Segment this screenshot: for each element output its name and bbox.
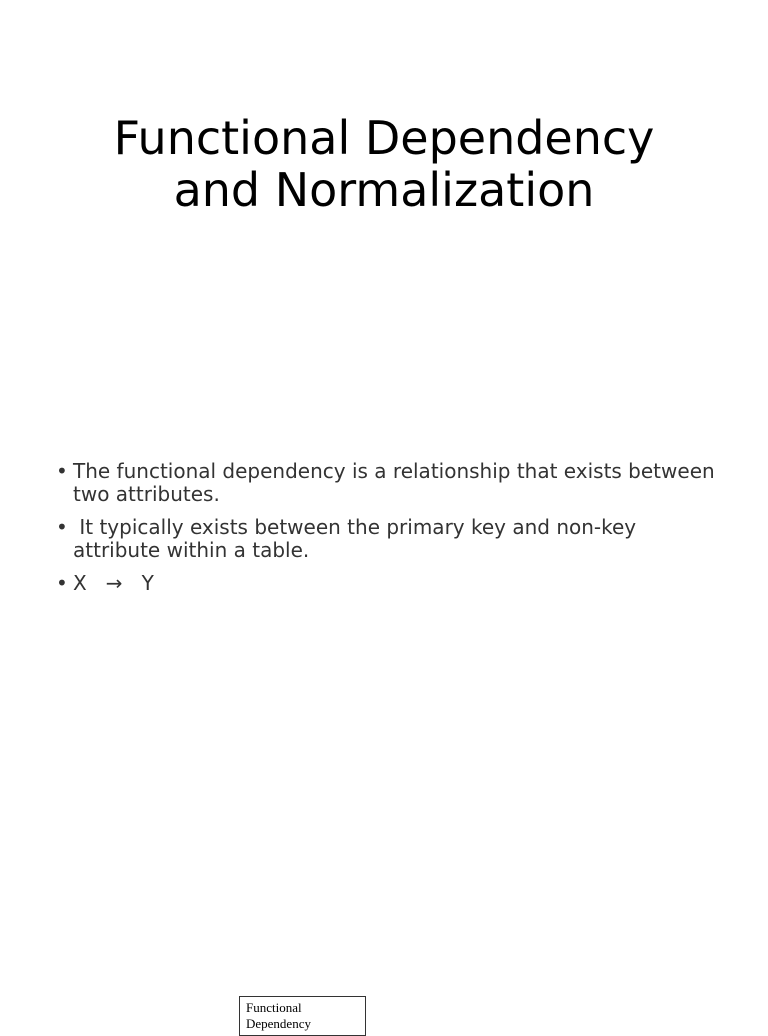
dependency-formula: X → Y	[73, 571, 154, 595]
slide-title-line-1: Functional Dependency	[113, 111, 655, 165]
thumbnail-caption-box	[239, 996, 366, 1036]
bullet-text: It typically exists between the primary key and non-key attribute within a table.	[73, 515, 643, 562]
bullet-item	[56, 516, 726, 562]
thumbnail-caption-line-2: Dependency	[246, 1016, 311, 1031]
thumbnail-caption-line-1: Functional	[246, 1000, 302, 1015]
bullet-icon: •	[56, 459, 68, 483]
slide-title	[0, 112, 768, 216]
bullet-text: The functional dependency is a relationship that exists between two attributes.	[73, 459, 715, 506]
bullet-item	[56, 460, 726, 506]
bullet-list	[56, 460, 726, 605]
slide-title-line-2: and Normalization	[173, 163, 595, 217]
bullet-icon: •	[56, 515, 68, 539]
bullet-icon: •	[56, 571, 68, 595]
bullet-item	[56, 572, 726, 595]
